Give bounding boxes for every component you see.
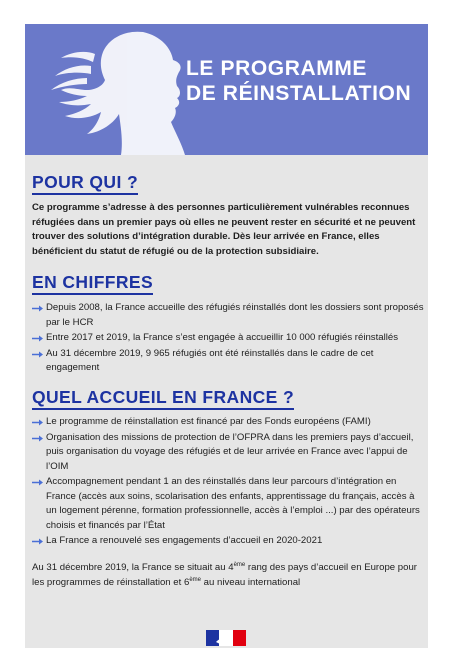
heading-quel-accueil: QUEL ACCUEIL EN FRANCE ?: [32, 387, 294, 410]
list-item-text: La France a renouvelé ses engagements d’accueil en 2020-2021: [46, 535, 323, 546]
arrow-right-icon: [32, 335, 43, 342]
title-banner: [25, 24, 428, 155]
title-line-2: DE RÉINSTALLATION: [186, 82, 412, 105]
title-line-1: LE PROGRAMME: [186, 57, 368, 80]
footer-sup-1: ème: [233, 561, 246, 568]
marianne-icon: [25, 24, 205, 155]
accueil-list: [32, 415, 424, 550]
list-item-text: Au 31 décembre 2019, 9 965 réfugiés ont été réinstallés dans le cadre de cet engagement: [46, 347, 374, 373]
list-item: [32, 475, 424, 533]
info-card: [25, 24, 428, 648]
heading-en-chiffres: EN CHIFFRES: [32, 272, 153, 295]
arrow-right-icon: [32, 305, 43, 312]
footer-part-2: rang des pays d’accueil en Europe pour les programmes de réinstallation et 6: [32, 562, 417, 588]
footer-sup-2: ème: [189, 576, 201, 583]
list-item-text: Organisation des missions de protection de l’OFPRA dans les premiers pays d’accueil, puis organisation du voyage des réfugiés et de leur arrivée en France avec l’appui de l’OIM: [46, 431, 414, 472]
french-flag-icon: [206, 630, 246, 646]
pour-qui-text: Ce programme s’adresse à des personnes particulièrement vulnérables reconnues réfugiées dans un premier pays où elles ne peuvent rester en sécurité et ne peuvent trouver des solutions d’intégration durable. Dès leur arrivée en France, elles bénéficient du statut de réfugié ou de la protection subsidiaire.: [32, 202, 416, 257]
footer-part-3: au niveau international: [200, 576, 301, 588]
footer-part-1: Au 31 décembre 2019, la France se situait au 4: [32, 562, 234, 573]
list-item: [32, 534, 424, 549]
arrow-right-icon: [32, 479, 43, 486]
list-item-text: Le programme de réinstallation est financé par des Fonds européens (FAMI): [46, 416, 371, 427]
arrow-right-icon: [32, 435, 43, 442]
list-item-text: Accompagnement pendant 1 an des réinstallés dans leur parcours d’intégration en France (accès aux soins, scolarisation des enfants, apprentissage du français, accès à un logement pérenne, formation professionnelle, accès à l’emploi ...) par des opérateurs choisis et financés par l’État: [46, 476, 420, 531]
list-item-text: Entre 2017 et 2019, la France s’est engagée à accueillir 10 000 réfugiés réinstallés: [46, 332, 398, 343]
page-title: [186, 56, 411, 106]
list-item: [32, 431, 424, 475]
arrow-right-icon: [32, 351, 43, 358]
list-item: [32, 347, 424, 376]
arrow-right-icon: [32, 419, 43, 426]
arrow-right-icon: [32, 538, 43, 545]
list-item: [32, 415, 424, 430]
list-item: [32, 301, 424, 330]
heading-pour-qui: POUR QUI ?: [32, 172, 138, 195]
list-item-text: Depuis 2008, la France accueille des réfugiés réinstallés dont les dossiers sont proposés par le HCR: [46, 302, 424, 328]
footer-text: [32, 561, 424, 590]
list-item: [32, 331, 424, 346]
chiffres-list: [32, 301, 424, 377]
